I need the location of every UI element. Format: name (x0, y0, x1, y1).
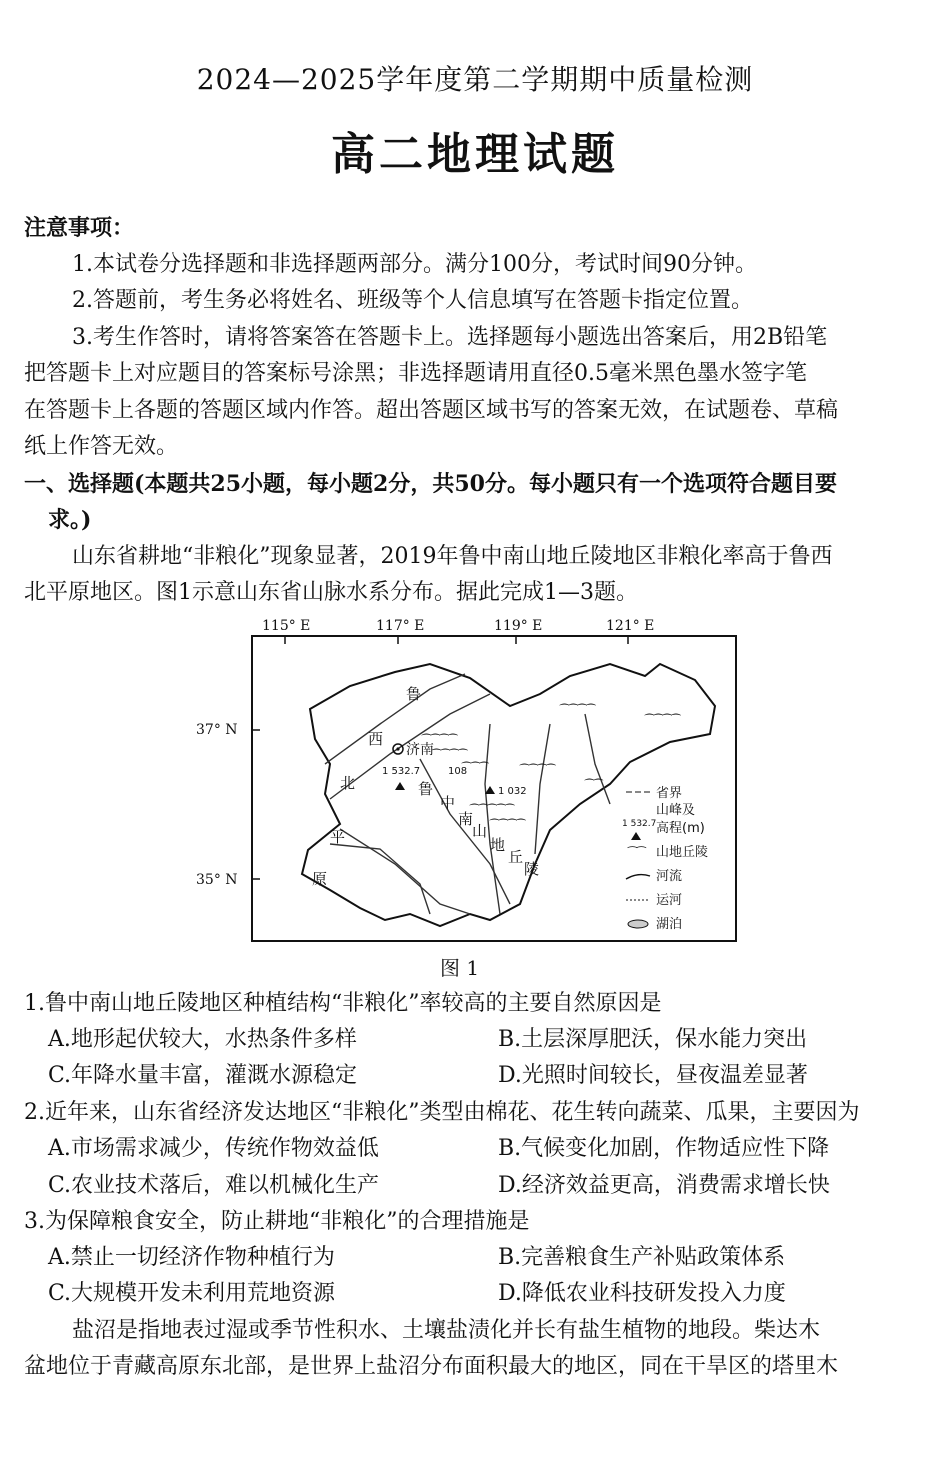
peak-label: 1 032 (498, 786, 527, 797)
shandong-map (190, 614, 760, 954)
lon-label: 119° E (494, 618, 543, 634)
peak-label: 108 (448, 766, 468, 777)
notice-line: 在答题卡上各题的答题区域内作答。超出答题区域书写的答案无效，在试题卷、草稿 (24, 398, 839, 423)
page-title: 高二地理试题 (331, 129, 619, 180)
option-d: D.经济效益更高，消费需求增长快 (498, 1173, 830, 1198)
legend-label: 山地丘陵 (656, 845, 709, 860)
mountain-icon: ⁀⁀⁀⁀ (560, 704, 596, 717)
mountain-icon: ⁀⁀⁀⁀ (432, 749, 468, 762)
option-b: B.土层深厚肥沃，保水能力突出 (498, 1027, 808, 1052)
notice-line: 1.本试卷分选择题和非选择题两部分。满分100分，考试时间90分钟。 (72, 252, 757, 277)
lat-label: 37° N (196, 722, 238, 738)
mountain-icon: ⁀⁀⁀⁀ (490, 819, 526, 832)
option-d: D.降低农业科技研发投入力度 (498, 1281, 786, 1306)
mountain-icon: ⁀⁀ (628, 846, 646, 859)
intro-line: 北平原地区。图1示意山东省山脉水系分布。据此完成1—3题。 (24, 580, 638, 605)
region-char: 丘 (508, 848, 524, 866)
intro-line: 山东省耕地“非粮化”现象显著，2019年鲁中南山地丘陵地区非粮化率高于鲁西 (72, 544, 833, 569)
option-c: C.农业技术落后，难以机械化生产 (48, 1173, 380, 1198)
region-char: 西 (368, 730, 384, 748)
mountain-icon: ⁀⁀⁀⁀⁀ (470, 804, 515, 817)
lat-label: 35° N (196, 872, 238, 888)
option-c: C.年降水量丰富，灌溉水源稳定 (48, 1063, 358, 1088)
notice-line: 3.考生作答时，请将答案答在答题卡上。选择题每小题选出答案后，用2B铅笔 (72, 325, 828, 350)
section-heading-cont: 求。) (48, 507, 92, 533)
region-char: 南 (458, 810, 474, 828)
question-stem: 1.鲁中南山地丘陵地区种植结构“非粮化”率较高的主要自然原因是 (24, 991, 662, 1016)
passage-line: 盆地位于青藏高原东北部，是世界上盐沼分布面积最大的地区，同在干旱区的塔里木 (24, 1354, 839, 1379)
legend-peak-value: 1 532.7 (622, 819, 657, 829)
region-char: 平 (330, 828, 346, 846)
region-char: 山 (472, 822, 488, 840)
region-char: 北 (340, 774, 356, 792)
option-a: A.市场需求减少，传统作物效益低 (48, 1136, 379, 1161)
region-char: 鲁 (406, 685, 422, 703)
map-legend (622, 785, 708, 932)
option-c: C.大规模开发未利用荒地资源 (48, 1281, 336, 1306)
mountain-icon: ⁀⁀⁀⁀ (645, 714, 681, 727)
notice-line: 2.答题前，考生务必将姓名、班级等个人信息填写在答题卡指定位置。 (72, 288, 753, 313)
option-d: D.光照时间较长，昼夜温差显著 (498, 1063, 808, 1088)
exam-subtitle: 2024—2025学年度第二学期期中质量检测 (196, 63, 754, 96)
legend-label: 省界 (656, 786, 683, 801)
lon-label: 115° E (262, 618, 311, 634)
mountain-icon: ⁀⁀⁀⁀ (422, 734, 458, 747)
notice-heading: 注意事项： (24, 215, 135, 241)
question-stem: 3.为保障粮食安全，防止耕地“非粮化”的合理措施是 (24, 1209, 530, 1234)
region-char: 陵 (524, 860, 540, 878)
lon-label: 117° E (376, 618, 425, 634)
region-char: 鲁 (418, 780, 434, 798)
question-stem: 2.近年来，山东省经济发达地区“非粮化”类型由棉花、花生转向蔬菜、瓜果，主要因为 (24, 1100, 860, 1125)
notice-line: 把答题卡上对应题目的答案标号涂黑；非选择题请用直径0.5毫米黑色墨水签字笔 (24, 361, 807, 386)
legend-label: 山峰及 (656, 803, 696, 818)
city-label: 济南 (406, 742, 434, 758)
legend-label: 高程(m) (656, 821, 705, 836)
figure-caption: 图 1 (440, 956, 480, 980)
passage-line: 盐沼是指地表过湿或季节性积水、土壤盐渍化并长有盐生植物的地段。柴达木 (72, 1318, 821, 1343)
option-b: B.气候变化加剧，作物适应性下降 (498, 1136, 830, 1161)
region-char: 地 (490, 836, 506, 854)
notice-line: 纸上作答无效。 (24, 434, 179, 459)
legend-label: 运河 (656, 893, 683, 908)
region-char: 原 (312, 870, 328, 888)
mountain-icon: ⁀⁀ (585, 779, 603, 792)
mountain-icon: ⁀⁀⁀⁀ (520, 764, 556, 777)
option-a: A.禁止一切经济作物种植行为 (48, 1245, 335, 1270)
peak-label: 1 532.7 (382, 766, 421, 777)
mountain-icon: ⁀⁀⁀ (462, 762, 489, 775)
option-b: B.完善粮食生产补贴政策体系 (498, 1245, 786, 1270)
legend-label: 河流 (656, 869, 683, 884)
lon-label: 121° E (606, 618, 655, 634)
section-heading: 一、选择题(本题共25小题，每小题2分，共50分。每小题只有一个选项符合题目要 (24, 471, 837, 497)
region-char: 中 (440, 794, 456, 812)
legend-label: 湖泊 (656, 917, 683, 932)
option-a: A.地形起伏较大，水热条件多样 (48, 1027, 357, 1052)
